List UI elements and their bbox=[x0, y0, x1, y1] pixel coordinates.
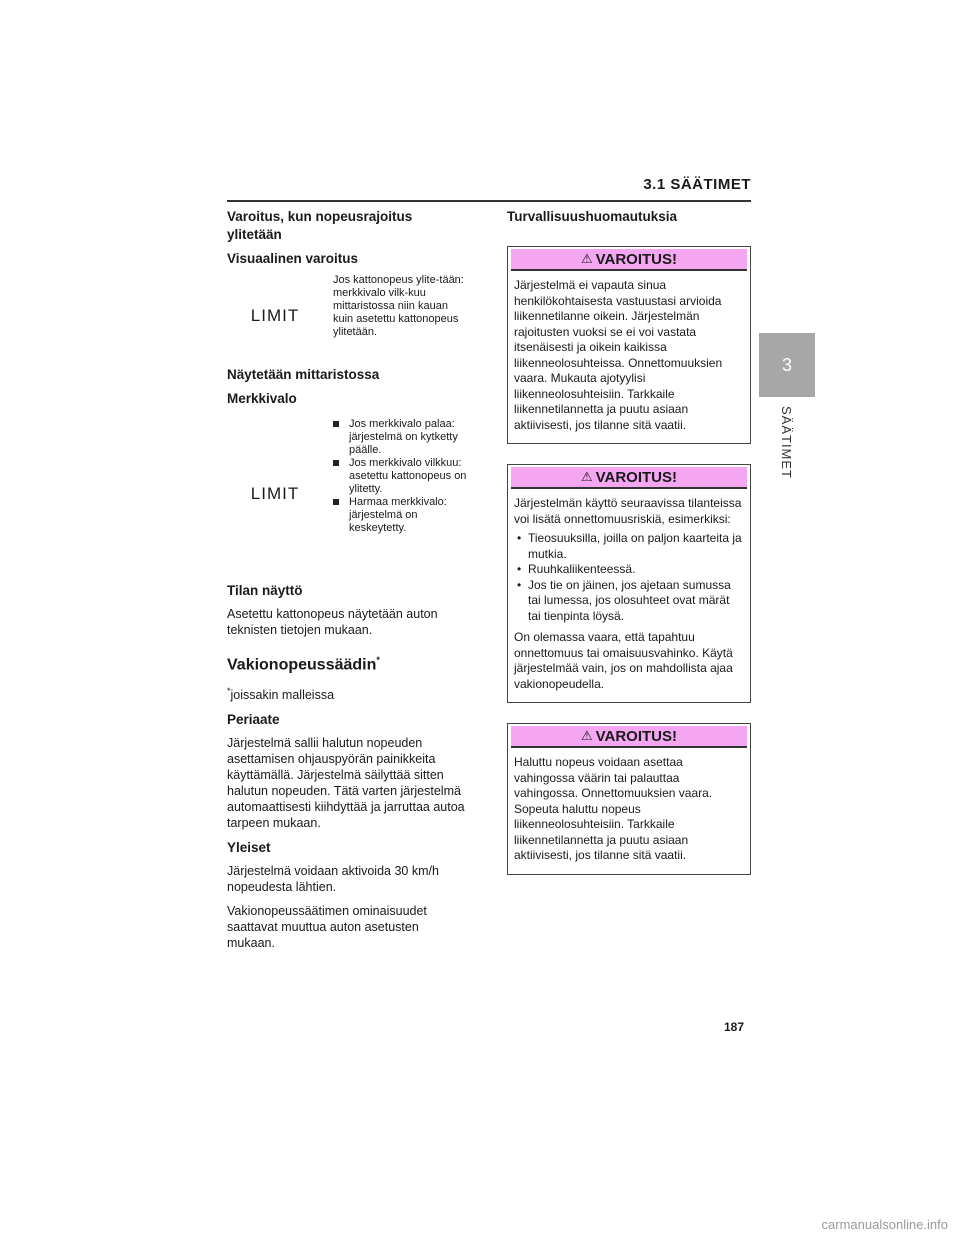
chapter-side-label bbox=[766, 405, 806, 485]
warning-triangle-icon: ⚠ bbox=[580, 728, 593, 743]
warning-box-1 bbox=[507, 246, 751, 444]
risk-situation-list bbox=[514, 531, 744, 624]
right-column bbox=[507, 208, 751, 893]
list-item: Harmaa merkkivalo: järjestelmä on keskeytetty. bbox=[333, 496, 467, 535]
figure-indicator-light bbox=[227, 414, 467, 574]
limit-indicator-image: LIMIT bbox=[250, 484, 300, 503]
warning-intro: Järjestelmän käyttö seuraavissa tilanteissa voi lisätä onnettomuusriskiä, esimerkiksi: bbox=[514, 496, 742, 526]
heading-speed-warning: Varoitus, kun nopeusrajoitus ylitetään bbox=[227, 209, 413, 242]
warning-header: ⚠ VAROITUS! bbox=[511, 249, 747, 271]
indicator-state-list bbox=[333, 418, 467, 535]
warning-text: Haluttu nopeus voidaan asettaa vahingossa väärin tai palauttaa vahingossa. Onnettomuuksien vaara. Sopeuta haluttu nopeus liikenneolosuhteisiin. Tarkkaile liikennetilannetta ja puutu asiaan aktiivisesti, jos tilanne sitä vaatii. bbox=[514, 755, 713, 862]
warning-header: ⚠ VAROITUS! bbox=[511, 467, 747, 489]
figure-visual-warning bbox=[227, 274, 467, 358]
warning-outro: On olemassa vaara, että tapahtuu onnettomuus tai omaisuusvahinko. Käytä järjestelmää vain, jos on mahdollista ajaa vakionopeudella. bbox=[514, 630, 733, 691]
watermark: carmanualsonline.info bbox=[821, 1217, 948, 1232]
warning-text: Järjestelmä ei vapauta sinua henkilökohtaisesta vastuustasi arvioida liikennetilanne oikein. Järjestelmän rajoitusten vuoksi se ei voi vastata itsenäisesti ja oikein kaikissa liikenneolosuhteissa. Onnettomuuksien vaara. Mukauta ajotyylisi liikenneolosuhteisiin. Tarkkaile liikennetilannetta ja puutu asiaan aktiivisesti, jos tilanne sitä vaatii. bbox=[514, 278, 723, 432]
heading-general: Yleiset bbox=[227, 840, 271, 856]
page-number: 187 bbox=[724, 1020, 745, 1034]
paragraph-general-1: Järjestelmä voidaan aktivoida 30 km/h nopeudesta lähtien. bbox=[227, 864, 439, 895]
paragraph-general-2: Vakionopeussäätimen ominaisuudet saattavat muuttua auton asetusten mukaan. bbox=[227, 904, 427, 951]
chapter-tab bbox=[759, 333, 815, 397]
limit-indicator-image: LIMIT bbox=[250, 306, 300, 325]
warning-box-2 bbox=[507, 464, 751, 703]
square-bullet-icon bbox=[333, 499, 339, 505]
heading-visual-warning: Visuaalinen varoitus bbox=[227, 251, 359, 266]
heading-safety-notes: Turvallisuushuomautuksia bbox=[507, 209, 678, 224]
warning-box-3 bbox=[507, 723, 751, 875]
footnote-models: *joissakin malleissa bbox=[227, 686, 335, 703]
heading-status-display: Tilan näyttö bbox=[227, 583, 303, 598]
heading-cruise-control: Vakionopeussäädin* bbox=[227, 655, 380, 674]
section-title: 3.1 SÄÄTIMET bbox=[643, 176, 751, 193]
square-bullet-icon bbox=[333, 421, 339, 427]
figure-caption: Jos kattonopeus ylite-tään: merkkivalo vilk-kuu mittaristossa niin kauan kuin asetettu kattonopeus ylitetään. bbox=[333, 274, 464, 338]
heading-indicator-light: Merkkivalo bbox=[227, 391, 297, 406]
left-column bbox=[227, 208, 467, 959]
list-item: • Tieosuuksilla, joilla on paljon kaarteita ja mutkia. bbox=[514, 531, 744, 562]
list-item: Jos merkkivalo palaa: järjestelmä on kytketty päälle. bbox=[333, 418, 467, 457]
square-bullet-icon bbox=[333, 460, 339, 466]
list-item: Jos merkkivalo vilkkuu: asetettu kattonopeus on ylitetty. bbox=[333, 457, 467, 496]
heading-principle: Periaate bbox=[227, 712, 280, 728]
paragraph-status: Asetettu kattonopeus näytetään auton teknisten tietojen mukaan. bbox=[227, 607, 438, 637]
warning-triangle-icon: ⚠ bbox=[580, 251, 593, 266]
page-header bbox=[227, 176, 751, 202]
chapter-number: 3 bbox=[781, 354, 792, 375]
chapter-label: SÄÄTIMET bbox=[778, 405, 794, 480]
list-item: • Jos tie on jäinen, jos ajetaan sumussa tai lumessa, jos olosuhteet ovat märät tai tienpinta löysä. bbox=[514, 578, 744, 625]
warning-header: ⚠ VAROITUS! bbox=[511, 726, 747, 748]
heading-shown-in-cluster: Näytetään mittaristossa bbox=[227, 367, 380, 382]
warning-triangle-icon: ⚠ bbox=[580, 469, 593, 484]
list-item: • Ruuhkaliikenteessä. bbox=[514, 562, 744, 578]
paragraph-principle: Järjestelmä sallii halutun nopeuden asettamisen ohjauspyörän painikkeita käyttämällä. Järjestelmä säilyttää sitten halutun nopeuden. Tätä varten järjestelmä automaattisesti kiihdyttää ja jarruttaa autoa tarpeen mukaan. bbox=[227, 736, 465, 831]
